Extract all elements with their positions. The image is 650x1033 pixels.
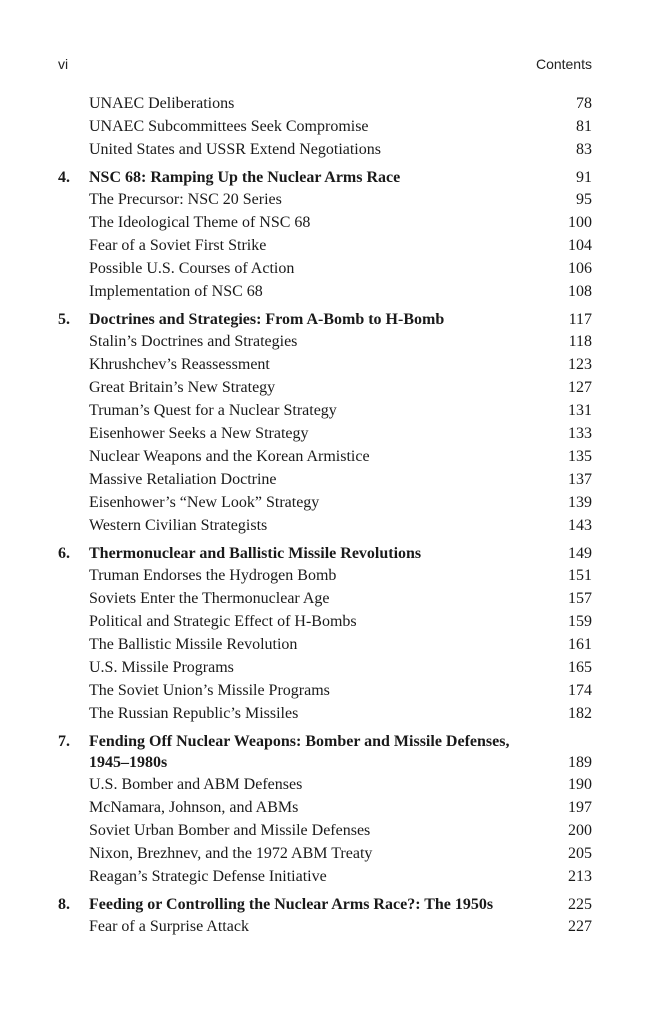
toc-entry (58, 280, 592, 303)
toc-entry-page: 161 (568, 636, 592, 653)
running-head (58, 56, 592, 76)
toc-entry-page: 159 (568, 613, 592, 630)
toc-entry-page: 182 (568, 705, 592, 722)
toc-entry (58, 211, 592, 234)
toc-entry-page: 139 (568, 494, 592, 511)
toc-entry-page: 143 (568, 517, 592, 534)
toc-entry (58, 656, 592, 679)
chapter-heading (58, 543, 592, 564)
toc-entry (58, 702, 592, 725)
toc-entry (58, 92, 592, 115)
toc-entry-page: 165 (568, 659, 592, 676)
chapter-page: 189 (568, 754, 592, 771)
toc-entry (58, 842, 592, 865)
toc-entry-title: The Ballistic Missile Revolution (89, 636, 298, 653)
toc-entry (58, 819, 592, 842)
chapter-title: NSC 68: Ramping Up the Nuclear Arms Race (89, 169, 401, 186)
toc-entry-page: 81 (576, 118, 592, 135)
toc-entry-title: Soviet Urban Bomber and Missile Defenses (89, 822, 371, 839)
toc-entry-title: Eisenhower’s “New Look” Strategy (89, 494, 320, 511)
toc-entry (58, 564, 592, 587)
toc-entry-page: 157 (568, 590, 592, 607)
toc-entry-page: 197 (568, 799, 592, 816)
toc-entry-page: 200 (568, 822, 592, 839)
toc-entry-page: 78 (576, 95, 592, 112)
toc-entry-title: Nuclear Weapons and the Korean Armistice (89, 448, 370, 465)
toc-entry (58, 773, 592, 796)
toc-entry-page: 151 (568, 567, 592, 584)
toc-entry (58, 491, 592, 514)
chapter-number: 8. (58, 896, 70, 913)
toc-entry (58, 468, 592, 491)
toc-entry (58, 865, 592, 888)
chapter-number: 5. (58, 311, 70, 328)
chapter-number: 4. (58, 169, 70, 186)
toc-entry (58, 422, 592, 445)
toc-entry (58, 376, 592, 399)
chapter-title: Feeding or Controlling the Nuclear Arms Race?: The 1950s (89, 896, 494, 913)
page-number: vi (58, 56, 69, 72)
toc-entry-title: The Ideological Theme of NSC 68 (89, 214, 311, 231)
toc-entry-page: 106 (568, 260, 592, 277)
toc-entry (58, 234, 592, 257)
toc-entry (58, 188, 592, 211)
toc-entry-title: The Russian Republic’s Missiles (89, 705, 299, 722)
toc-entry-page: 205 (568, 845, 592, 862)
toc-entry (58, 796, 592, 819)
chapter-title: Fending Off Nuclear Weapons: Bomber and Missile Defenses, 1945–1980s (89, 733, 510, 771)
toc-entry (58, 330, 592, 353)
toc-entry-title: Massive Retaliation Doctrine (89, 471, 277, 488)
toc-entry-page: 95 (576, 191, 592, 208)
toc-entry-title: Truman Endorses the Hydrogen Bomb (89, 567, 337, 584)
toc-entry-page: 135 (568, 448, 592, 465)
chapter-page: 225 (568, 896, 592, 913)
chapter-heading (58, 309, 592, 330)
toc-entry-title: UNAEC Deliberations (89, 95, 235, 112)
toc-entry-title: Fear of a Soviet First Strike (89, 237, 267, 254)
toc-entry (58, 138, 592, 161)
toc-entry-page: 104 (568, 237, 592, 254)
toc-entry-title: Stalin’s Doctrines and Strategies (89, 333, 298, 350)
toc-entry-title: U.S. Missile Programs (89, 659, 234, 676)
toc-entry (58, 587, 592, 610)
toc-entry-title: Khrushchev’s Reassessment (89, 356, 270, 373)
toc-entry-title: McNamara, Johnson, and ABMs (89, 799, 299, 816)
toc-entry-title: Political and Strategic Effect of H-Bombs (89, 613, 357, 630)
table-of-contents (58, 92, 592, 938)
toc-entry-page: 190 (568, 776, 592, 793)
toc-entry-title: Fear of a Surprise Attack (89, 918, 249, 935)
toc-entry-title: Great Britain’s New Strategy (89, 379, 276, 396)
chapter-number: 7. (58, 733, 70, 750)
toc-entry-page: 131 (568, 402, 592, 419)
running-title: Contents (535, 56, 592, 72)
toc-entry-page: 123 (568, 356, 592, 373)
toc-entry (58, 514, 592, 537)
toc-entry (58, 445, 592, 468)
toc-entry-title: Western Civilian Strategists (89, 517, 268, 534)
toc-entry (58, 115, 592, 138)
chapter-title: Thermonuclear and Ballistic Missile Revolutions (89, 545, 422, 562)
toc-entry (58, 257, 592, 280)
chapter-page: 149 (568, 545, 592, 562)
toc-entry-title: Possible U.S. Courses of Action (89, 260, 295, 277)
chapter-number: 6. (58, 545, 70, 562)
toc-entry (58, 679, 592, 702)
toc-entry-title: U.S. Bomber and ABM Defenses (89, 776, 303, 793)
toc-entry (58, 353, 592, 376)
toc-entry-title: The Precursor: NSC 20 Series (89, 191, 282, 208)
toc-entry-page: 108 (568, 283, 592, 300)
toc-entry-title: Reagan’s Strategic Defense Initiative (89, 868, 327, 885)
toc-entry-title: United States and USSR Extend Negotiations (89, 141, 381, 158)
toc-entry (58, 633, 592, 656)
toc-entry-title: Implementation of NSC 68 (89, 283, 263, 300)
toc-entry-title: Eisenhower Seeks a New Strategy (89, 425, 309, 442)
toc-entry (58, 915, 592, 938)
toc-entry-page: 83 (576, 141, 592, 158)
toc-entry-title: Soviets Enter the Thermonuclear Age (89, 590, 330, 607)
toc-entry-page: 137 (568, 471, 592, 488)
toc-entry-title: UNAEC Subcommittees Seek Compromise (89, 118, 369, 135)
toc-entry-page: 127 (568, 379, 592, 396)
chapter-heading (58, 731, 592, 773)
toc-entry-page: 133 (568, 425, 592, 442)
toc-entry (58, 399, 592, 422)
toc-entry-page: 118 (568, 333, 592, 350)
toc-entry-title: Nixon, Brezhnev, and the 1972 ABM Treaty (89, 845, 373, 862)
toc-entry-page: 174 (568, 682, 592, 699)
toc-entry (58, 610, 592, 633)
toc-entry-page: 100 (568, 214, 592, 231)
toc-entry-page: 213 (568, 868, 592, 885)
chapter-heading (58, 167, 592, 188)
chapter-page: 117 (568, 311, 592, 328)
toc-entry-title: The Soviet Union’s Missile Programs (89, 682, 330, 699)
chapter-heading (58, 894, 592, 915)
chapter-page: 91 (576, 169, 592, 186)
chapter-title: Doctrines and Strategies: From A-Bomb to H-Bomb (89, 311, 445, 328)
toc-entry-page: 227 (568, 918, 592, 935)
toc-entry-title: Truman’s Quest for a Nuclear Strategy (89, 402, 337, 419)
